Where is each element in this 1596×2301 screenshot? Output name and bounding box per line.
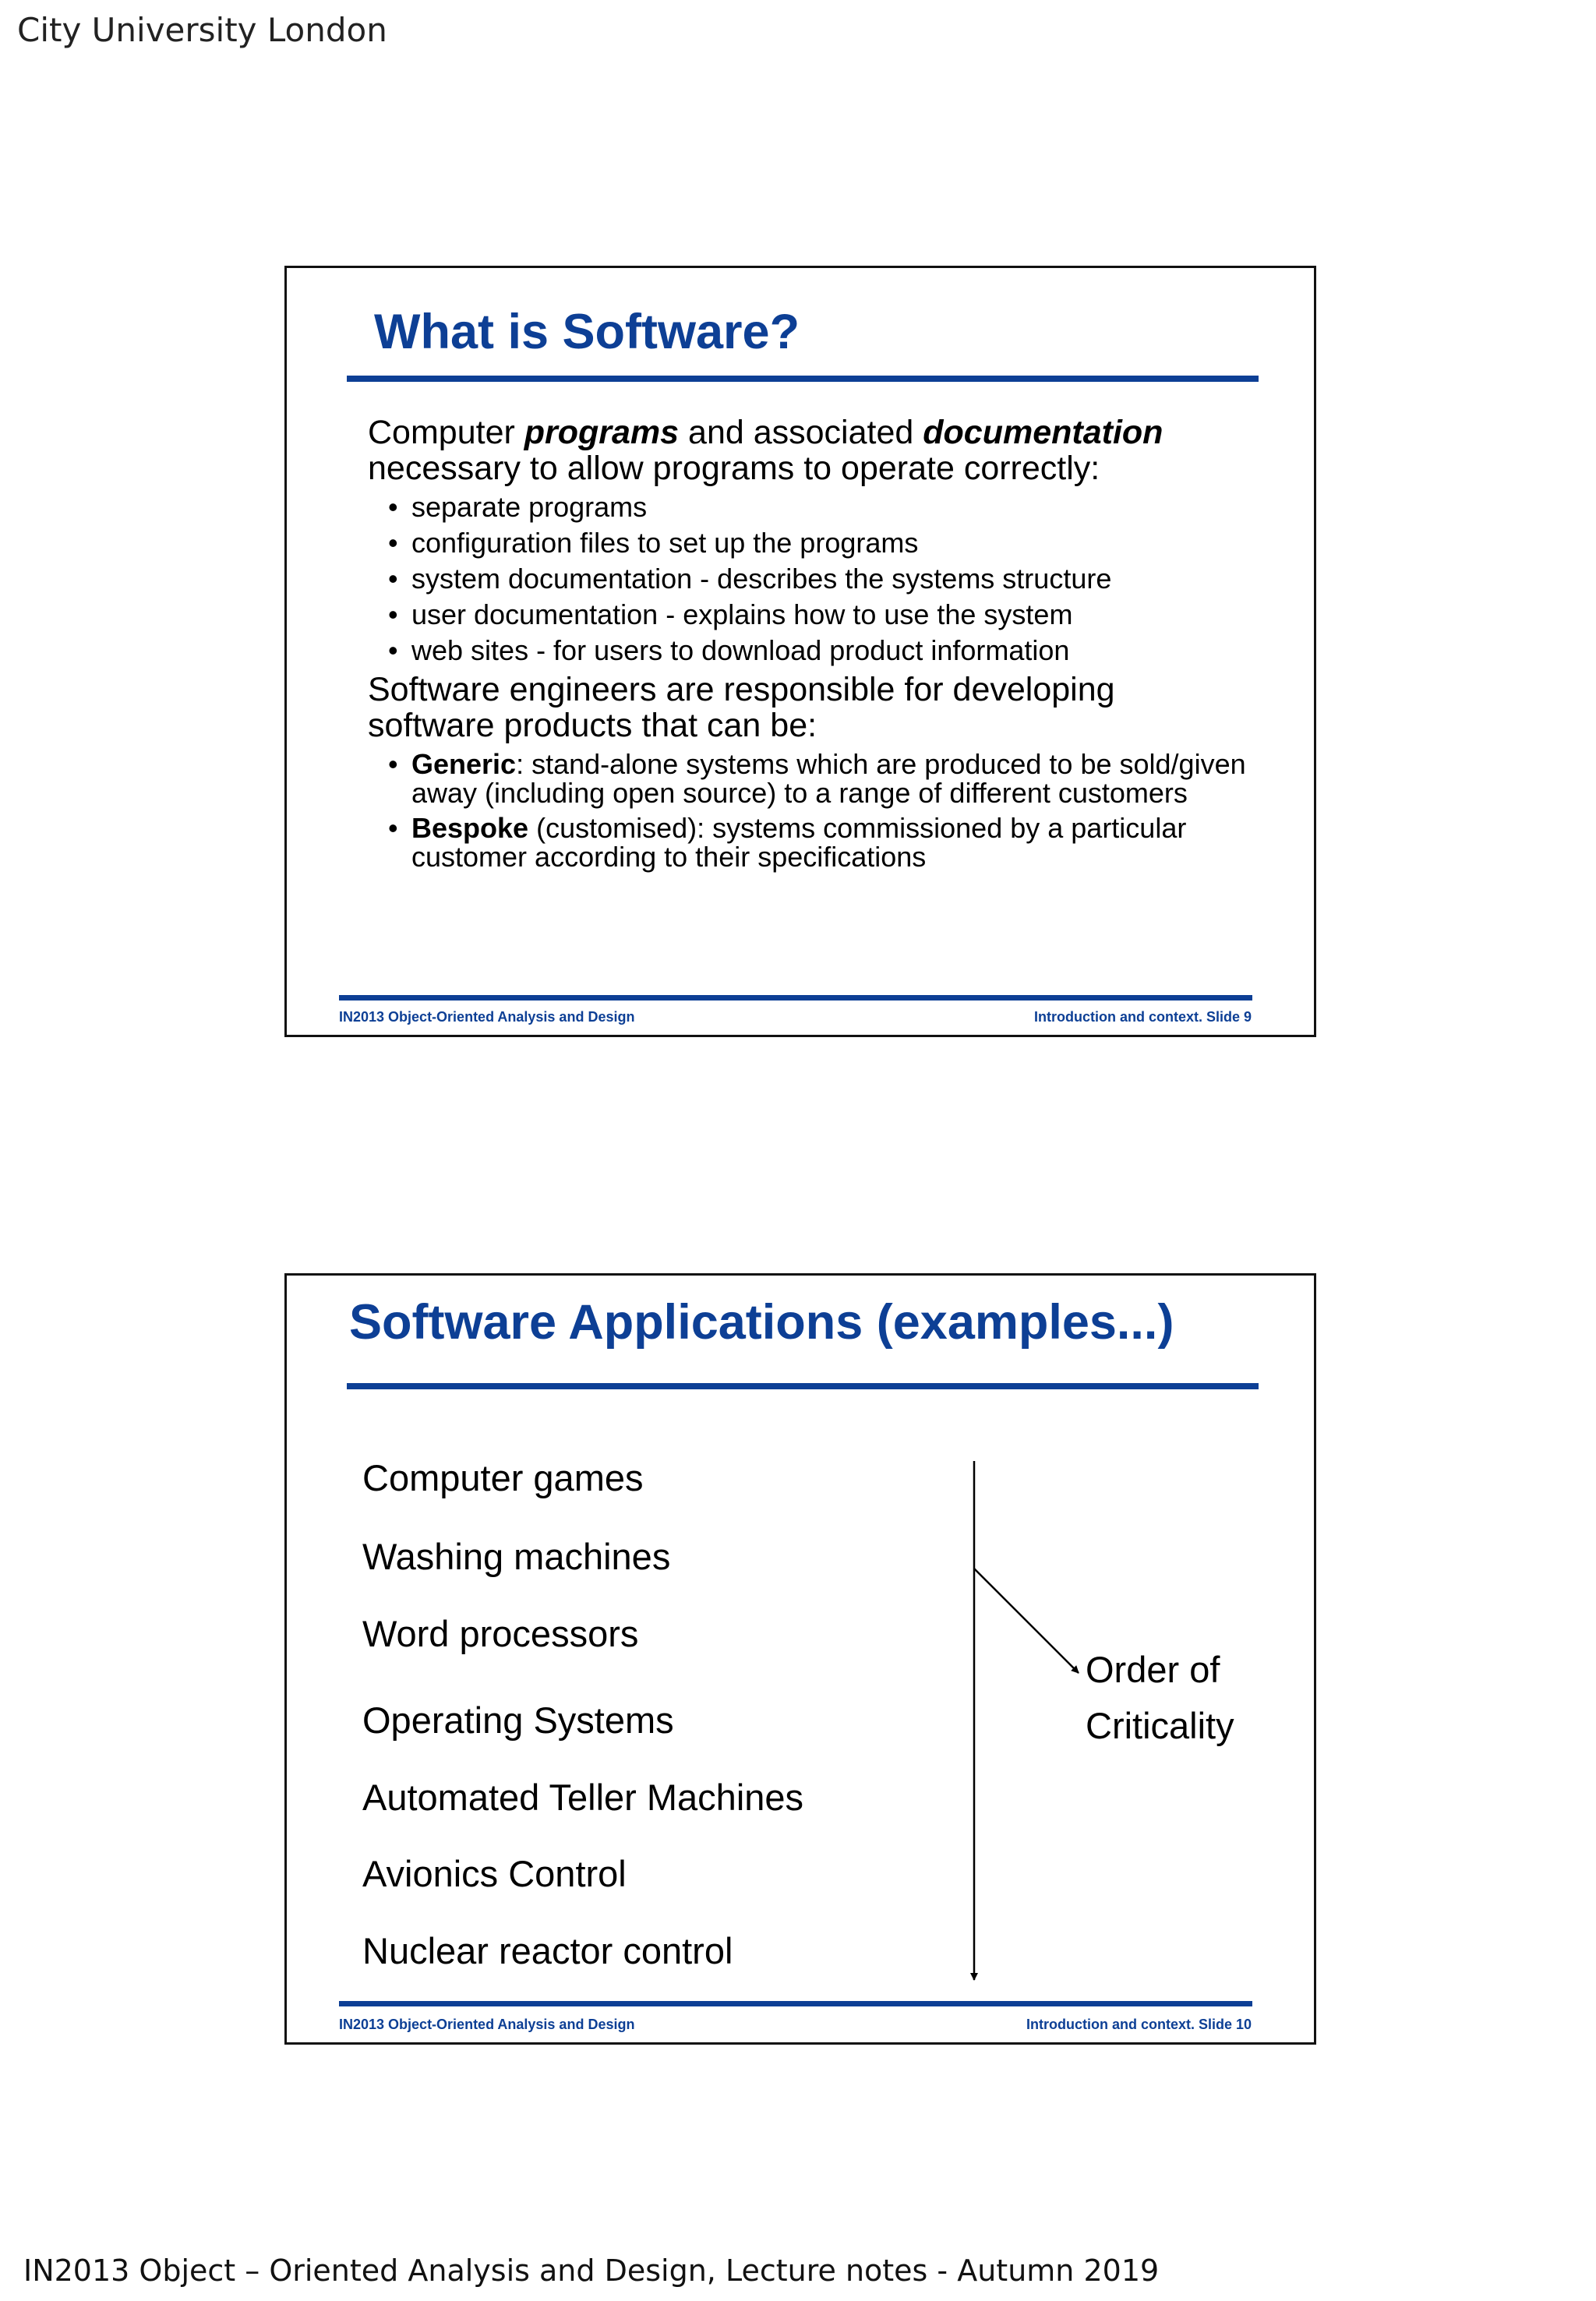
emphasis-programs: programs xyxy=(524,414,680,451)
slide-9 xyxy=(284,266,1316,1037)
bespoke-text: (customised): systems commissioned by a particular customer according to their specifications xyxy=(411,812,1187,873)
criticality-pointer xyxy=(974,1569,1079,1673)
generic-text: : stand-alone systems which are produced to be sold/given away (including open source) to a range of different customers xyxy=(411,748,1246,809)
slide-footer-course: IN2013 Object-Oriented Analysis and Design xyxy=(339,1009,635,1025)
slide-footer-number: Introduction and context. Slide 10 xyxy=(1026,2017,1252,2032)
product-type-list xyxy=(368,750,1256,871)
slide-footer-number: Introduction and context. Slide 9 xyxy=(1033,1009,1252,1025)
intro-paragraph xyxy=(368,415,1256,486)
list-item xyxy=(388,813,1256,871)
intro-text: necessary to allow programs to operate correctly: xyxy=(368,450,1100,487)
list-item: Washing machines xyxy=(362,1536,671,1577)
generic-label: Generic xyxy=(411,748,517,780)
list-item: Avionics Control xyxy=(362,1853,627,1894)
criticality-line-1: Order of xyxy=(1086,1649,1220,1690)
footer-rule xyxy=(339,2001,1252,2006)
emphasis-documentation: documentation xyxy=(923,414,1163,451)
list-item: • system documentation - describes the systems structure xyxy=(388,564,1256,594)
list-item: • separate programs xyxy=(388,492,1256,522)
engineers-paragraph: Software engineers are responsible for developing software products that can be: xyxy=(368,671,1115,744)
list-item: Operating Systems xyxy=(362,1699,674,1741)
bullet-list xyxy=(368,492,1256,665)
criticality-line-2: Criticality xyxy=(1086,1705,1234,1746)
slide-footer-course: IN2013 Object-Oriented Analysis and Design xyxy=(339,2017,635,2032)
list-item: Computer games xyxy=(362,1457,644,1498)
slide-body xyxy=(368,415,1256,877)
bespoke-label: Bespoke xyxy=(411,812,529,844)
list-item: • web sites - for users to download product information xyxy=(388,636,1256,665)
title-rule xyxy=(347,376,1259,382)
slide-title: Software Applications (examples...) xyxy=(349,1295,1174,1350)
intro-text: and associated xyxy=(679,414,923,451)
slide-title: What is Software? xyxy=(374,305,800,359)
list-item: Word processors xyxy=(362,1613,639,1654)
page-header: City University London xyxy=(17,11,387,49)
list-item xyxy=(388,750,1256,807)
slide-10 xyxy=(284,1273,1316,2045)
criticality-label xyxy=(1086,1642,1234,1754)
list-item: • configuration files to set up the programs xyxy=(388,528,1256,558)
page-footer: IN2013 Object – Oriented Analysis and Design, Lecture notes - Autumn 2019 xyxy=(23,2253,1160,2288)
list-item: Nuclear reactor control xyxy=(362,1930,733,1971)
list-item: Automated Teller Machines xyxy=(362,1777,804,1818)
footer-rule xyxy=(339,995,1252,1001)
list-item: • user documentation - explains how to use the system xyxy=(388,600,1256,630)
intro-text: Computer xyxy=(368,414,524,451)
